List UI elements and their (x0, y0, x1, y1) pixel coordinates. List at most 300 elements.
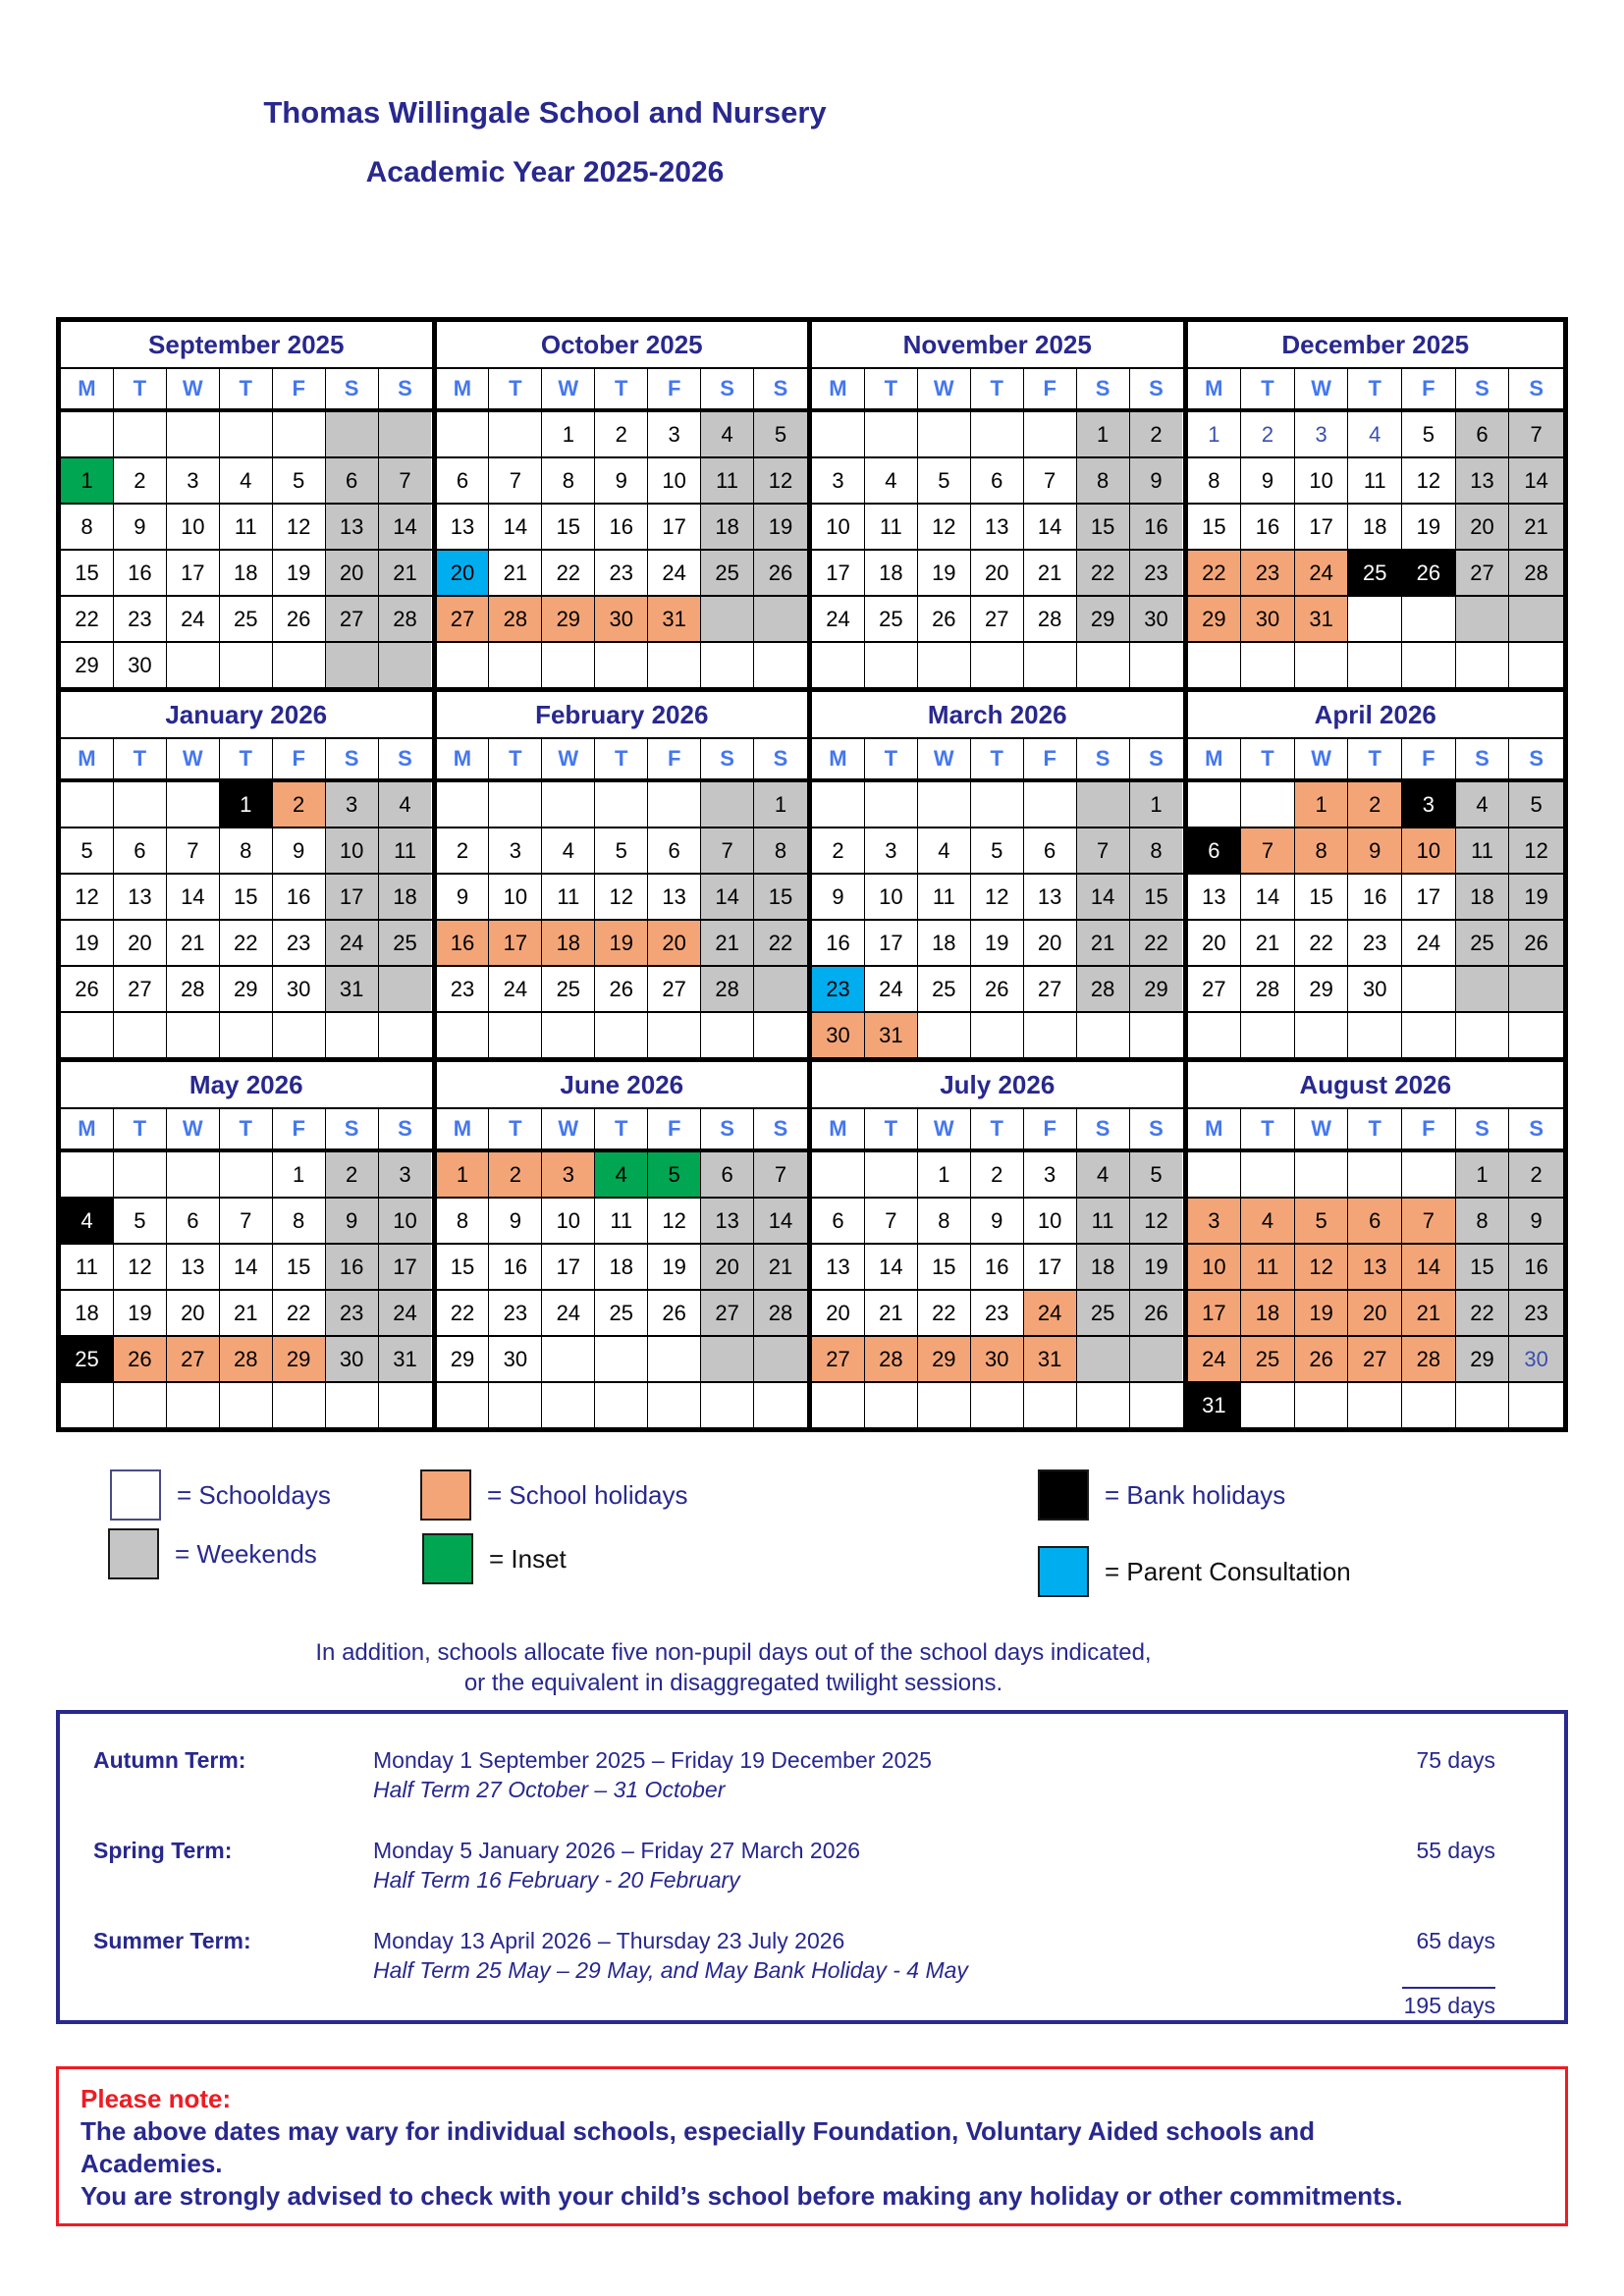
day-cell (1348, 643, 1402, 687)
day-cell: 21 (1509, 505, 1563, 549)
day-cell (1295, 1013, 1349, 1057)
day-of-week-header: T (595, 369, 648, 408)
day-cell (489, 1013, 542, 1057)
schoolday-swatch (110, 1469, 161, 1521)
day-cell: 8 (542, 458, 595, 503)
legend-label: = Bank holidays (1105, 1479, 1286, 1510)
day-cell (701, 782, 754, 827)
day-cell: 17 (1188, 1291, 1242, 1335)
day-cell (437, 1013, 490, 1057)
day-cell (595, 643, 648, 687)
day-cell (167, 782, 220, 827)
day-cell (865, 412, 918, 456)
day-cell: 25 (61, 1337, 114, 1381)
day-of-week-header: M (812, 739, 865, 778)
day-cell: 4 (595, 1152, 648, 1197)
day-cell: 16 (1348, 875, 1402, 919)
day-of-week-header: W (918, 739, 971, 778)
day-of-week-header: T (595, 739, 648, 778)
day-cell (437, 412, 490, 456)
please-note-line-2: Academies. (81, 2149, 223, 2178)
please-note-title: Please note: (81, 2084, 232, 2113)
day-cell: 6 (437, 458, 490, 503)
month-title: September 2025 (61, 322, 432, 369)
day-cell: 19 (1402, 505, 1456, 549)
day-cell: 28 (1077, 967, 1130, 1011)
day-cell: 7 (754, 1152, 807, 1197)
calendar-table (56, 317, 1568, 1432)
day-cell (865, 643, 918, 687)
day-cell (865, 1152, 918, 1197)
day-cell (971, 782, 1024, 827)
total-days: 195 days (1403, 1993, 1495, 2018)
day-cell: 3 (1402, 782, 1456, 827)
week-row (61, 921, 432, 967)
legend-label: = Inset (489, 1543, 567, 1574)
day-of-week-header: T (114, 369, 167, 408)
day-cell: 20 (114, 921, 167, 965)
day-cell: 19 (1295, 1291, 1349, 1335)
day-cell: 17 (812, 551, 865, 595)
please-note-line-1: The above dates may vary for individual schools, especially Foundation, Voluntary Aided schools and (81, 2116, 1315, 2146)
day-cell: 21 (220, 1291, 273, 1335)
day-cell: 2 (273, 782, 326, 827)
day-cell (379, 1013, 432, 1057)
day-of-week-header: T (114, 739, 167, 778)
day-cell: 3 (1188, 1199, 1242, 1243)
day-cell (1077, 782, 1130, 827)
day-cell: 25 (220, 597, 273, 641)
week-row (1188, 1245, 1564, 1291)
day-cell: 25 (865, 597, 918, 641)
day-of-week-header-row (1188, 369, 1564, 412)
month-july-2026 (812, 1062, 1188, 1427)
day-of-week-header: W (1295, 1109, 1349, 1148)
day-cell: 25 (1348, 551, 1402, 595)
day-cell (754, 643, 807, 687)
day-cell: 21 (1024, 551, 1077, 595)
page-subtitle: Academic Year 2025-2026 (365, 156, 725, 188)
day-cell: 10 (167, 505, 220, 549)
week-row (812, 551, 1183, 597)
week-row (61, 1013, 432, 1057)
day-of-week-header: S (326, 369, 379, 408)
day-cell: 30 (273, 967, 326, 1011)
day-cell (595, 1383, 648, 1427)
day-cell (971, 1013, 1024, 1057)
day-cell: 31 (1295, 597, 1349, 641)
day-cell: 22 (1077, 551, 1130, 595)
day-cell: 20 (812, 1291, 865, 1335)
month-august-2026 (1188, 1062, 1564, 1427)
week-row (61, 967, 432, 1013)
day-cell: 1 (1188, 412, 1242, 456)
week-row (61, 1383, 432, 1427)
day-cell (648, 1013, 701, 1057)
day-cell (437, 1383, 490, 1427)
day-cell (1130, 1013, 1183, 1057)
day-cell: 16 (595, 505, 648, 549)
day-cell: 28 (167, 967, 220, 1011)
day-of-week-header: S (1149, 746, 1164, 771)
day-cell (1402, 1383, 1456, 1427)
day-cell: 16 (971, 1245, 1024, 1289)
day-of-week-header: T (865, 369, 918, 408)
day-of-week-header: S (773, 376, 788, 400)
day-cell: 28 (754, 1291, 807, 1335)
day-cell: 5 (595, 828, 648, 873)
day-cell: 4 (61, 1199, 114, 1243)
day-cell (754, 1383, 807, 1427)
day-cell: 11 (379, 828, 432, 873)
day-cell: 16 (273, 875, 326, 919)
day-cell: 12 (918, 505, 971, 549)
day-cell (437, 782, 490, 827)
day-of-week-header: W (167, 369, 220, 408)
week-row (1188, 458, 1564, 505)
day-cell: 30 (114, 643, 167, 687)
day-cell (1024, 412, 1077, 456)
day-cell: 26 (595, 967, 648, 1011)
day-cell: 10 (865, 875, 918, 919)
day-cell: 11 (1241, 1245, 1295, 1289)
day-cell: 27 (1348, 1337, 1402, 1381)
day-cell: 21 (1241, 921, 1295, 965)
day-cell (1456, 1013, 1510, 1057)
day-cell (1130, 1383, 1183, 1427)
day-cell (865, 1383, 918, 1427)
day-of-week-header: S (773, 1116, 788, 1141)
day-cell (1024, 643, 1077, 687)
day-cell: 11 (1456, 828, 1510, 873)
day-cell: 10 (1024, 1199, 1077, 1243)
day-cell: 14 (220, 1245, 273, 1289)
day-cell (220, 1152, 273, 1197)
day-cell: 27 (701, 1291, 754, 1335)
day-cell (326, 643, 379, 687)
day-cell: 7 (1077, 828, 1130, 873)
day-cell (1348, 1383, 1402, 1427)
day-cell: 18 (595, 1245, 648, 1289)
day-cell: 31 (379, 1337, 432, 1381)
day-cell (1509, 643, 1563, 687)
day-cell: 12 (648, 1199, 701, 1243)
day-of-week-header: T (971, 739, 1024, 778)
day-cell (701, 643, 754, 687)
day-cell: 19 (648, 1245, 701, 1289)
day-cell: 30 (1509, 1337, 1563, 1381)
day-cell: 12 (1130, 1199, 1183, 1243)
day-of-week-header: T (220, 739, 273, 778)
day-cell: 2 (1509, 1152, 1563, 1197)
day-cell: 11 (61, 1245, 114, 1289)
day-of-week-header: T (489, 1109, 542, 1148)
day-cell: 23 (437, 967, 490, 1011)
day-cell: 7 (489, 458, 542, 503)
day-of-week-header: F (1024, 369, 1077, 408)
summer-term-dates: Monday 13 April 2026 – Thursday 23 July 2026 (373, 1928, 845, 1953)
day-cell (1130, 643, 1183, 687)
week-row (812, 1337, 1183, 1383)
term-dates-box (56, 1710, 1568, 2024)
day-cell: 11 (1077, 1199, 1130, 1243)
day-cell: 26 (1402, 551, 1456, 595)
week-row (812, 1383, 1183, 1427)
day-cell: 29 (1077, 597, 1130, 641)
day-cell: 19 (1509, 875, 1563, 919)
day-cell: 26 (754, 551, 807, 595)
non-pupil-days-note (56, 1637, 1411, 1698)
day-cell: 20 (167, 1291, 220, 1335)
day-cell (114, 412, 167, 456)
day-of-week-header: T (595, 1109, 648, 1148)
day-cell: 24 (812, 597, 865, 641)
day-cell: 21 (754, 1245, 807, 1289)
day-cell: 10 (648, 458, 701, 503)
month-title: August 2026 (1188, 1062, 1564, 1109)
day-of-week-header: M (1188, 1109, 1242, 1148)
day-cell: 20 (1456, 505, 1510, 549)
day-cell: 24 (1188, 1337, 1242, 1381)
day-of-week-header: S (1456, 739, 1510, 778)
day-of-week-header: W (542, 1109, 595, 1148)
day-cell: 9 (1241, 458, 1295, 503)
day-cell: 18 (1077, 1245, 1130, 1289)
week-row (812, 967, 1183, 1013)
day-of-week-header: T (1241, 369, 1295, 408)
day-cell: 3 (648, 412, 701, 456)
day-cell: 24 (542, 1291, 595, 1335)
legend-item-school-holidays (420, 1469, 688, 1521)
day-of-week-header: S (1529, 376, 1543, 400)
day-of-week-header: M (437, 369, 490, 408)
day-cell (273, 1383, 326, 1427)
day-cell (1024, 1383, 1077, 1427)
day-cell: 9 (1130, 458, 1183, 503)
month-title: February 2026 (437, 692, 808, 739)
day-of-week-header: F (273, 369, 326, 408)
day-cell (1402, 597, 1456, 641)
day-cell: 1 (437, 1152, 490, 1197)
day-cell: 13 (437, 505, 490, 549)
day-cell: 8 (1456, 1199, 1510, 1243)
day-cell (437, 643, 490, 687)
day-cell (1456, 1383, 1510, 1427)
day-cell: 16 (489, 1245, 542, 1289)
day-cell: 7 (1241, 828, 1295, 873)
day-cell: 9 (326, 1199, 379, 1243)
day-cell: 18 (61, 1291, 114, 1335)
day-of-week-header: T (489, 369, 542, 408)
day-cell: 12 (1402, 458, 1456, 503)
day-cell: 15 (437, 1245, 490, 1289)
month-april-2026 (1188, 692, 1564, 1057)
day-of-week-header: T (865, 739, 918, 778)
week-row (812, 505, 1183, 551)
day-cell: 28 (701, 967, 754, 1011)
day-cell: 30 (1130, 597, 1183, 641)
day-cell: 7 (220, 1199, 273, 1243)
day-cell: 21 (1402, 1291, 1456, 1335)
day-cell: 27 (114, 967, 167, 1011)
day-cell: 10 (1402, 828, 1456, 873)
day-cell (542, 782, 595, 827)
day-cell (595, 1337, 648, 1381)
day-of-week-header: S (1149, 376, 1164, 400)
day-cell: 6 (1348, 1199, 1402, 1243)
day-cell: 2 (595, 412, 648, 456)
day-cell: 15 (273, 1245, 326, 1289)
day-of-week-header: W (542, 369, 595, 408)
day-cell: 19 (273, 551, 326, 595)
day-of-week-header-row (437, 369, 808, 412)
day-cell: 1 (1295, 782, 1349, 827)
day-cell: 12 (61, 875, 114, 919)
day-cell: 10 (379, 1199, 432, 1243)
day-cell (754, 597, 807, 641)
day-cell: 19 (114, 1291, 167, 1335)
day-cell: 9 (437, 875, 490, 919)
day-cell: 13 (971, 505, 1024, 549)
day-cell: 8 (1130, 828, 1183, 873)
day-cell (273, 412, 326, 456)
day-cell: 27 (1456, 551, 1510, 595)
day-cell: 8 (61, 505, 114, 549)
day-cell (1188, 782, 1242, 827)
day-cell: 20 (1188, 921, 1242, 965)
day-of-week-header: S (326, 1109, 379, 1148)
day-cell: 14 (167, 875, 220, 919)
day-cell (220, 1383, 273, 1427)
day-cell (1241, 1152, 1295, 1197)
day-cell: 3 (865, 828, 918, 873)
day-cell: 17 (865, 921, 918, 965)
day-cell: 28 (1024, 597, 1077, 641)
week-row (437, 643, 808, 687)
day-of-week-header: T (114, 1109, 167, 1148)
spring-half-term: Half Term 16 February - 20 February (373, 1867, 740, 1893)
day-cell (1024, 1013, 1077, 1057)
day-cell: 1 (754, 782, 807, 827)
month-title: March 2026 (812, 692, 1183, 739)
month-january-2026 (61, 692, 437, 1057)
parent-consultation-swatch (1038, 1546, 1089, 1597)
day-cell (1130, 1337, 1183, 1381)
day-cell: 8 (1295, 828, 1349, 873)
month-title: June 2026 (437, 1062, 808, 1109)
week-row (812, 782, 1183, 828)
day-cell: 22 (61, 597, 114, 641)
day-cell: 21 (701, 921, 754, 965)
day-cell (1509, 1383, 1563, 1427)
week-row (1188, 875, 1564, 921)
week-row (437, 875, 808, 921)
legend-item-parent-consultation (1038, 1546, 1351, 1597)
day-cell (326, 1013, 379, 1057)
week-row (812, 643, 1183, 687)
day-of-week-header: M (61, 1109, 114, 1148)
day-cell (379, 1383, 432, 1427)
day-cell: 14 (1402, 1245, 1456, 1289)
day-cell: 1 (1130, 782, 1183, 827)
day-cell: 9 (595, 458, 648, 503)
day-cell: 20 (971, 551, 1024, 595)
day-cell (114, 782, 167, 827)
day-cell: 11 (220, 505, 273, 549)
day-cell: 14 (1024, 505, 1077, 549)
day-cell (1077, 1337, 1130, 1381)
autumn-term-label: Autumn Term: (93, 1747, 246, 1773)
month-june-2026 (437, 1062, 813, 1427)
day-cell: 23 (1241, 551, 1295, 595)
week-row (812, 458, 1183, 505)
day-cell: 27 (326, 597, 379, 641)
week-row (437, 412, 808, 458)
day-cell: 21 (489, 551, 542, 595)
day-cell: 23 (1348, 921, 1402, 965)
day-cell: 25 (542, 967, 595, 1011)
day-cell: 3 (489, 828, 542, 873)
day-cell: 12 (595, 875, 648, 919)
day-cell (61, 1013, 114, 1057)
day-cell (1188, 1152, 1242, 1197)
day-cell: 20 (1348, 1291, 1402, 1335)
calendar-band-2 (61, 687, 1563, 1057)
day-cell: 24 (648, 551, 701, 595)
week-row (1188, 412, 1564, 458)
day-cell: 24 (865, 967, 918, 1011)
week-row (1188, 643, 1564, 687)
day-cell: 20 (326, 551, 379, 595)
legend-label: = Parent Consultation (1105, 1556, 1351, 1586)
inset-swatch (422, 1533, 473, 1584)
day-cell: 18 (220, 551, 273, 595)
day-cell: 22 (220, 921, 273, 965)
day-cell (326, 412, 379, 456)
day-cell: 24 (379, 1291, 432, 1335)
day-cell: 24 (326, 921, 379, 965)
day-cell (1509, 1013, 1563, 1057)
day-cell: 28 (1402, 1337, 1456, 1381)
day-cell: 7 (701, 828, 754, 873)
day-cell (918, 643, 971, 687)
day-cell: 26 (918, 597, 971, 641)
day-cell: 12 (114, 1245, 167, 1289)
week-row (437, 828, 808, 875)
week-row (61, 597, 432, 643)
day-of-week-header-row (1188, 1109, 1564, 1152)
week-row (437, 967, 808, 1013)
week-row (437, 505, 808, 551)
day-cell: 6 (648, 828, 701, 873)
day-cell: 18 (865, 551, 918, 595)
day-cell: 17 (489, 921, 542, 965)
day-cell: 15 (61, 551, 114, 595)
summer-term-label: Summer Term: (93, 1928, 251, 1953)
day-cell: 6 (812, 1199, 865, 1243)
day-of-week-header: S (701, 369, 754, 408)
day-of-week-header: S (398, 376, 412, 400)
month-title: April 2026 (1188, 692, 1564, 739)
day-cell (1402, 1013, 1456, 1057)
day-cell: 2 (437, 828, 490, 873)
day-cell: 4 (1077, 1152, 1130, 1197)
day-cell: 8 (1188, 458, 1242, 503)
day-cell (1077, 1013, 1130, 1057)
day-cell (648, 1383, 701, 1427)
day-cell: 29 (273, 1337, 326, 1381)
day-cell: 6 (971, 458, 1024, 503)
